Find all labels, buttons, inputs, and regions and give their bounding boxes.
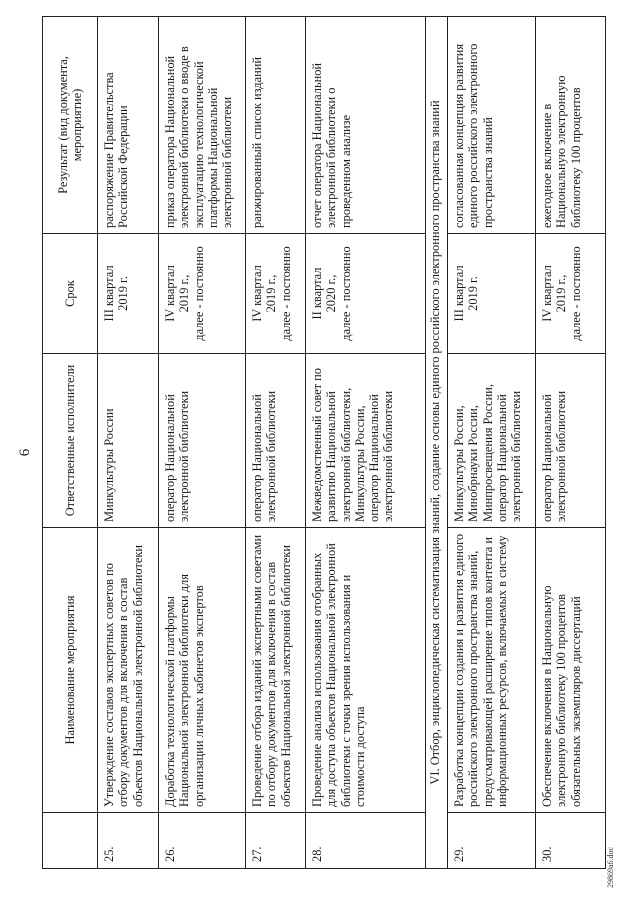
term-line: IV квартал: [250, 265, 264, 322]
term-line: далее - постоянно: [191, 246, 206, 341]
result: распоряжение Правительства Российской Федерации: [98, 17, 159, 234]
table-row: [98, 17, 159, 869]
executors: оператор Национальной электронной библиотеки: [246, 354, 306, 528]
measure-name: Доработка технологической платформы Национальной электронной библиотеки для организации личных кабинетов экспертов: [159, 528, 246, 813]
measure-name: Утверждение составов экспертных советов по отбору документов для включения в состав объектов Национальной электронной библиотеки: [98, 528, 159, 813]
term-line: далее - постоянно: [568, 246, 583, 341]
header-number: [43, 813, 98, 869]
measure-name: Проведение отбора изданий экспертными советами по отбору документов для включения в состав объектов Национальной электронной библиотеки: [246, 528, 306, 813]
row-number: 27.: [246, 813, 306, 869]
page-number: 6: [17, 448, 33, 457]
term-line: III квартал: [102, 265, 116, 322]
row-number: 26.: [159, 813, 246, 869]
term-line: III квартал: [452, 265, 466, 322]
header-measure-name: Наименование мероприятия: [43, 528, 98, 813]
measure-name: Проведение анализа использования отобранных для доступа объектов Национальной электронной библиотеки с точки зрения использования и стоимости доступа: [306, 528, 426, 813]
term: [159, 234, 246, 354]
executors: оператор Национальной электронной библиотеки: [536, 354, 606, 528]
row-number: 28.: [306, 813, 426, 869]
section-heading: VI. Отбор, энциклопедическая систематизация знаний, создание основы единого российского электронного пространства знаний: [426, 17, 448, 869]
result: приказ оператора Национальной электронной библиотеки о вводе в эксплуатацию технологической платформы Национальной электронной библиотеки: [159, 17, 246, 234]
table-row: [159, 17, 246, 869]
term: [246, 234, 306, 354]
header-result: Результат (вид документа, мероприятие): [43, 17, 98, 234]
result: отчет оператора Национальной электронной библиотеки о проведенном анализе: [306, 17, 426, 234]
row-number: 29.: [448, 813, 536, 869]
row-number: 25.: [98, 813, 159, 869]
result: согласованная концепция развития единого российского электронного пространства знаний: [448, 17, 536, 234]
section-heading-row: [426, 17, 448, 869]
term-line: 2019 г.,: [264, 274, 279, 313]
table-row: [246, 17, 306, 869]
executors: оператор Национальной электронной библиотеки: [159, 354, 246, 528]
term-line: II квартал: [310, 267, 324, 320]
term: [536, 234, 606, 354]
table-row: [536, 17, 606, 869]
term-line: IV квартал: [540, 265, 554, 322]
table-header-row: [43, 17, 98, 869]
table-row: [306, 17, 426, 869]
term-line: далее - постоянно: [338, 246, 353, 341]
term-line: далее - постоянно: [278, 246, 293, 341]
term: [448, 234, 536, 354]
executors: Минкультуры России: [98, 354, 159, 528]
term: [306, 234, 426, 354]
term-line: IV квартал: [163, 265, 177, 322]
measures-table: [42, 16, 606, 869]
row-number: 30.: [536, 813, 606, 869]
result: ежегодное включение в Национальную электронную библиотеку 100 процентов: [536, 17, 606, 234]
measure-name: Разработка концепции создания и развития единого российского электронного пространства знаний, предусматривающей расширение типов контента и информационных ресурсов, включаемых в систему: [448, 528, 536, 813]
term-line: 2019 г.,: [177, 274, 192, 313]
header-executors: Ответственные исполнители: [43, 354, 98, 528]
header-term: Срок: [43, 234, 98, 354]
term: [98, 234, 159, 354]
result: ранжированный список изданий: [246, 17, 306, 234]
term-line: 2019 г.: [466, 276, 481, 311]
term-line: 2019 г.: [116, 276, 131, 311]
measure-name: Обеспечение включения в Национальную электронную библиотеку 100 процентов обязательных экземпляров диссертаций: [536, 528, 606, 813]
executors: Межведомственный совет по развитию Национальной электронной библиотеки, Минкультуры России, оператор Национальной электронной библиотеки: [306, 354, 426, 528]
term-line: 2020 г.,: [324, 274, 339, 313]
table-row: [448, 17, 536, 869]
term-line: 2019 г.,: [554, 274, 569, 313]
executors: Минкультуры России, Минобрнауки России, Минпросвещения России, оператор Национальной электронной библиотеки: [448, 354, 536, 528]
footer-file-code: 29869a6.doc: [606, 846, 615, 888]
